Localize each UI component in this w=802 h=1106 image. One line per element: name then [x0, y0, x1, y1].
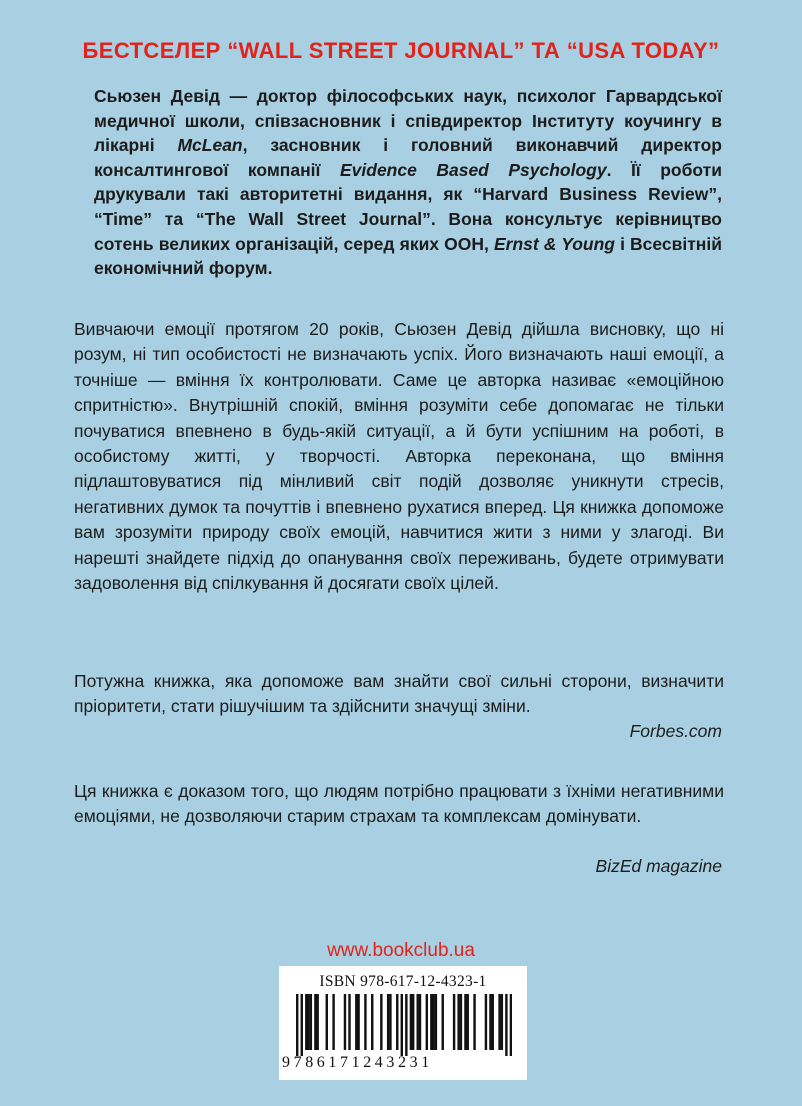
- bio-text-2: , засновник і головний виконавчий директор консалтингової компанії: [94, 135, 722, 180]
- barcode-bar: [326, 994, 328, 1050]
- barcode-bar: [489, 994, 491, 1050]
- barcode-bar: [364, 994, 366, 1050]
- barcode-bar: [310, 994, 312, 1050]
- barcode-bar: [435, 994, 437, 1050]
- barcode-bar: [412, 994, 414, 1050]
- barcode-bar: [460, 994, 462, 1050]
- barcode-bar: [485, 994, 487, 1050]
- book-description: Вивчаючи емоції протягом 20 років, Сьюзен Девід дійшла висновку, що ні розум, ні тип особистості не визначають успіх. Його визначають наші емоції, а точніше — вміння їх контролювати. Саме це авторка називає «емоційною спритністю». Внутрішній спокій, вміння розуміти себе допомагає не тільки почуватися впевнено в будь-якій ситуації, а й бути успішним на роботі, в особистому житті, у творчості. Авторка переконана, що вміння підлаштовуватися під мінливий світ подій дозволяє уникнути стресів, негативних думок та почуттів і впевнено рухатися вперед. Ця книжка допоможе вам зрозуміти природу своїх емоцій, навчитися жити з ними у злагоді. Ви нарешті знайдете підхід до опанування своїх переживань, будете отримувати задоволення від спілкування й досягати своїх цілей.: [74, 319, 724, 594]
- barcode-bar: [410, 994, 412, 1050]
- barcode-bar: [401, 994, 403, 1056]
- barcode-bar: [467, 994, 469, 1050]
- bio-italic-1: McLean: [177, 135, 243, 156]
- review-source-2: BizEd magazine: [595, 856, 722, 876]
- barcode-bar: [457, 994, 459, 1050]
- review-quote-1: Потужна книжка, яка допоможе вам знайти свої сильні сторони, визначити пріоритети, стати рішучішим та здійснити значущі зміни.: [74, 671, 724, 717]
- barcode-bar: [316, 994, 318, 1050]
- review-source-1: Forbes.com: [629, 721, 722, 741]
- barcode-bar: [405, 994, 407, 1056]
- barcode-bar: [473, 994, 475, 1050]
- author-bio: [94, 84, 722, 281]
- bio-text-1: Сьюзен Девід — доктор філософських наук, психолог Гарвардської медичної школи, співзасновник і співдиректор Інституту коучингу в лікарні: [94, 86, 722, 156]
- barcode-bar: [501, 994, 503, 1050]
- barcode-bar: [432, 994, 434, 1050]
- barcode-bar: [510, 994, 512, 1056]
- bio-italic-3: Ernst & Young: [493, 233, 615, 254]
- barcode-bar: [417, 994, 419, 1050]
- publisher-website[interactable]: www.bookclub.ua: [327, 940, 475, 961]
- bio-text-4: і Всесвітній економічний форум.: [94, 233, 723, 279]
- barcode-bar: [430, 994, 432, 1050]
- bio-text-3: . Її роботи друкували такі авторитетні видання, як “Harvard Business Review”, “Time” та “The Wall Street Journal”. Вона консультує керівництво сотень великих організацій, серед яких ООН,: [94, 159, 723, 254]
- barcode-bar: [348, 994, 350, 1050]
- barcode-bar: [332, 994, 334, 1050]
- barcode-bar: [344, 994, 346, 1050]
- barcode: [279, 966, 527, 1080]
- barcode-bar: [355, 994, 357, 1050]
- barcode-bar: [301, 994, 303, 1056]
- bio-italic-2: Evidence Based Psychology: [339, 159, 607, 180]
- barcode-bar: [464, 994, 466, 1050]
- barcode-bar: [498, 994, 500, 1050]
- isbn-label: ISBN 978-617-12-4323-1: [319, 973, 487, 990]
- barcode-bar: [419, 994, 421, 1050]
- barcode-digits: 9786171243231: [282, 1054, 433, 1071]
- barcode-bar: [380, 994, 382, 1050]
- barcode-bar: [505, 994, 507, 1056]
- barcode-bar: [442, 994, 444, 1050]
- barcode-bar: [387, 994, 389, 1050]
- barcode-bar: [371, 994, 373, 1050]
- review-quote-2: Ця книжка є доказом того, що людям потрібно працювати з їхніми негативними емоціями, не дозволяючи старим страхам та комплексам домінувати.: [74, 781, 724, 827]
- barcode-bar: [389, 994, 391, 1050]
- barcode-bar: [307, 994, 309, 1050]
- barcode-bar: [426, 994, 428, 1050]
- barcode-bar: [296, 994, 298, 1056]
- barcode-bars: [296, 994, 512, 1056]
- barcode-bar: [357, 994, 359, 1050]
- barcode-bar: [453, 994, 455, 1050]
- barcode-bar: [492, 994, 494, 1050]
- barcode-bar: [305, 994, 307, 1050]
- bestseller-headline: БЕСТСЕЛЕР “WALL STREET JOURNAL” ТА “USA TODAY”: [82, 38, 720, 63]
- barcode-bar: [314, 994, 316, 1050]
- barcode-bar: [396, 994, 398, 1050]
